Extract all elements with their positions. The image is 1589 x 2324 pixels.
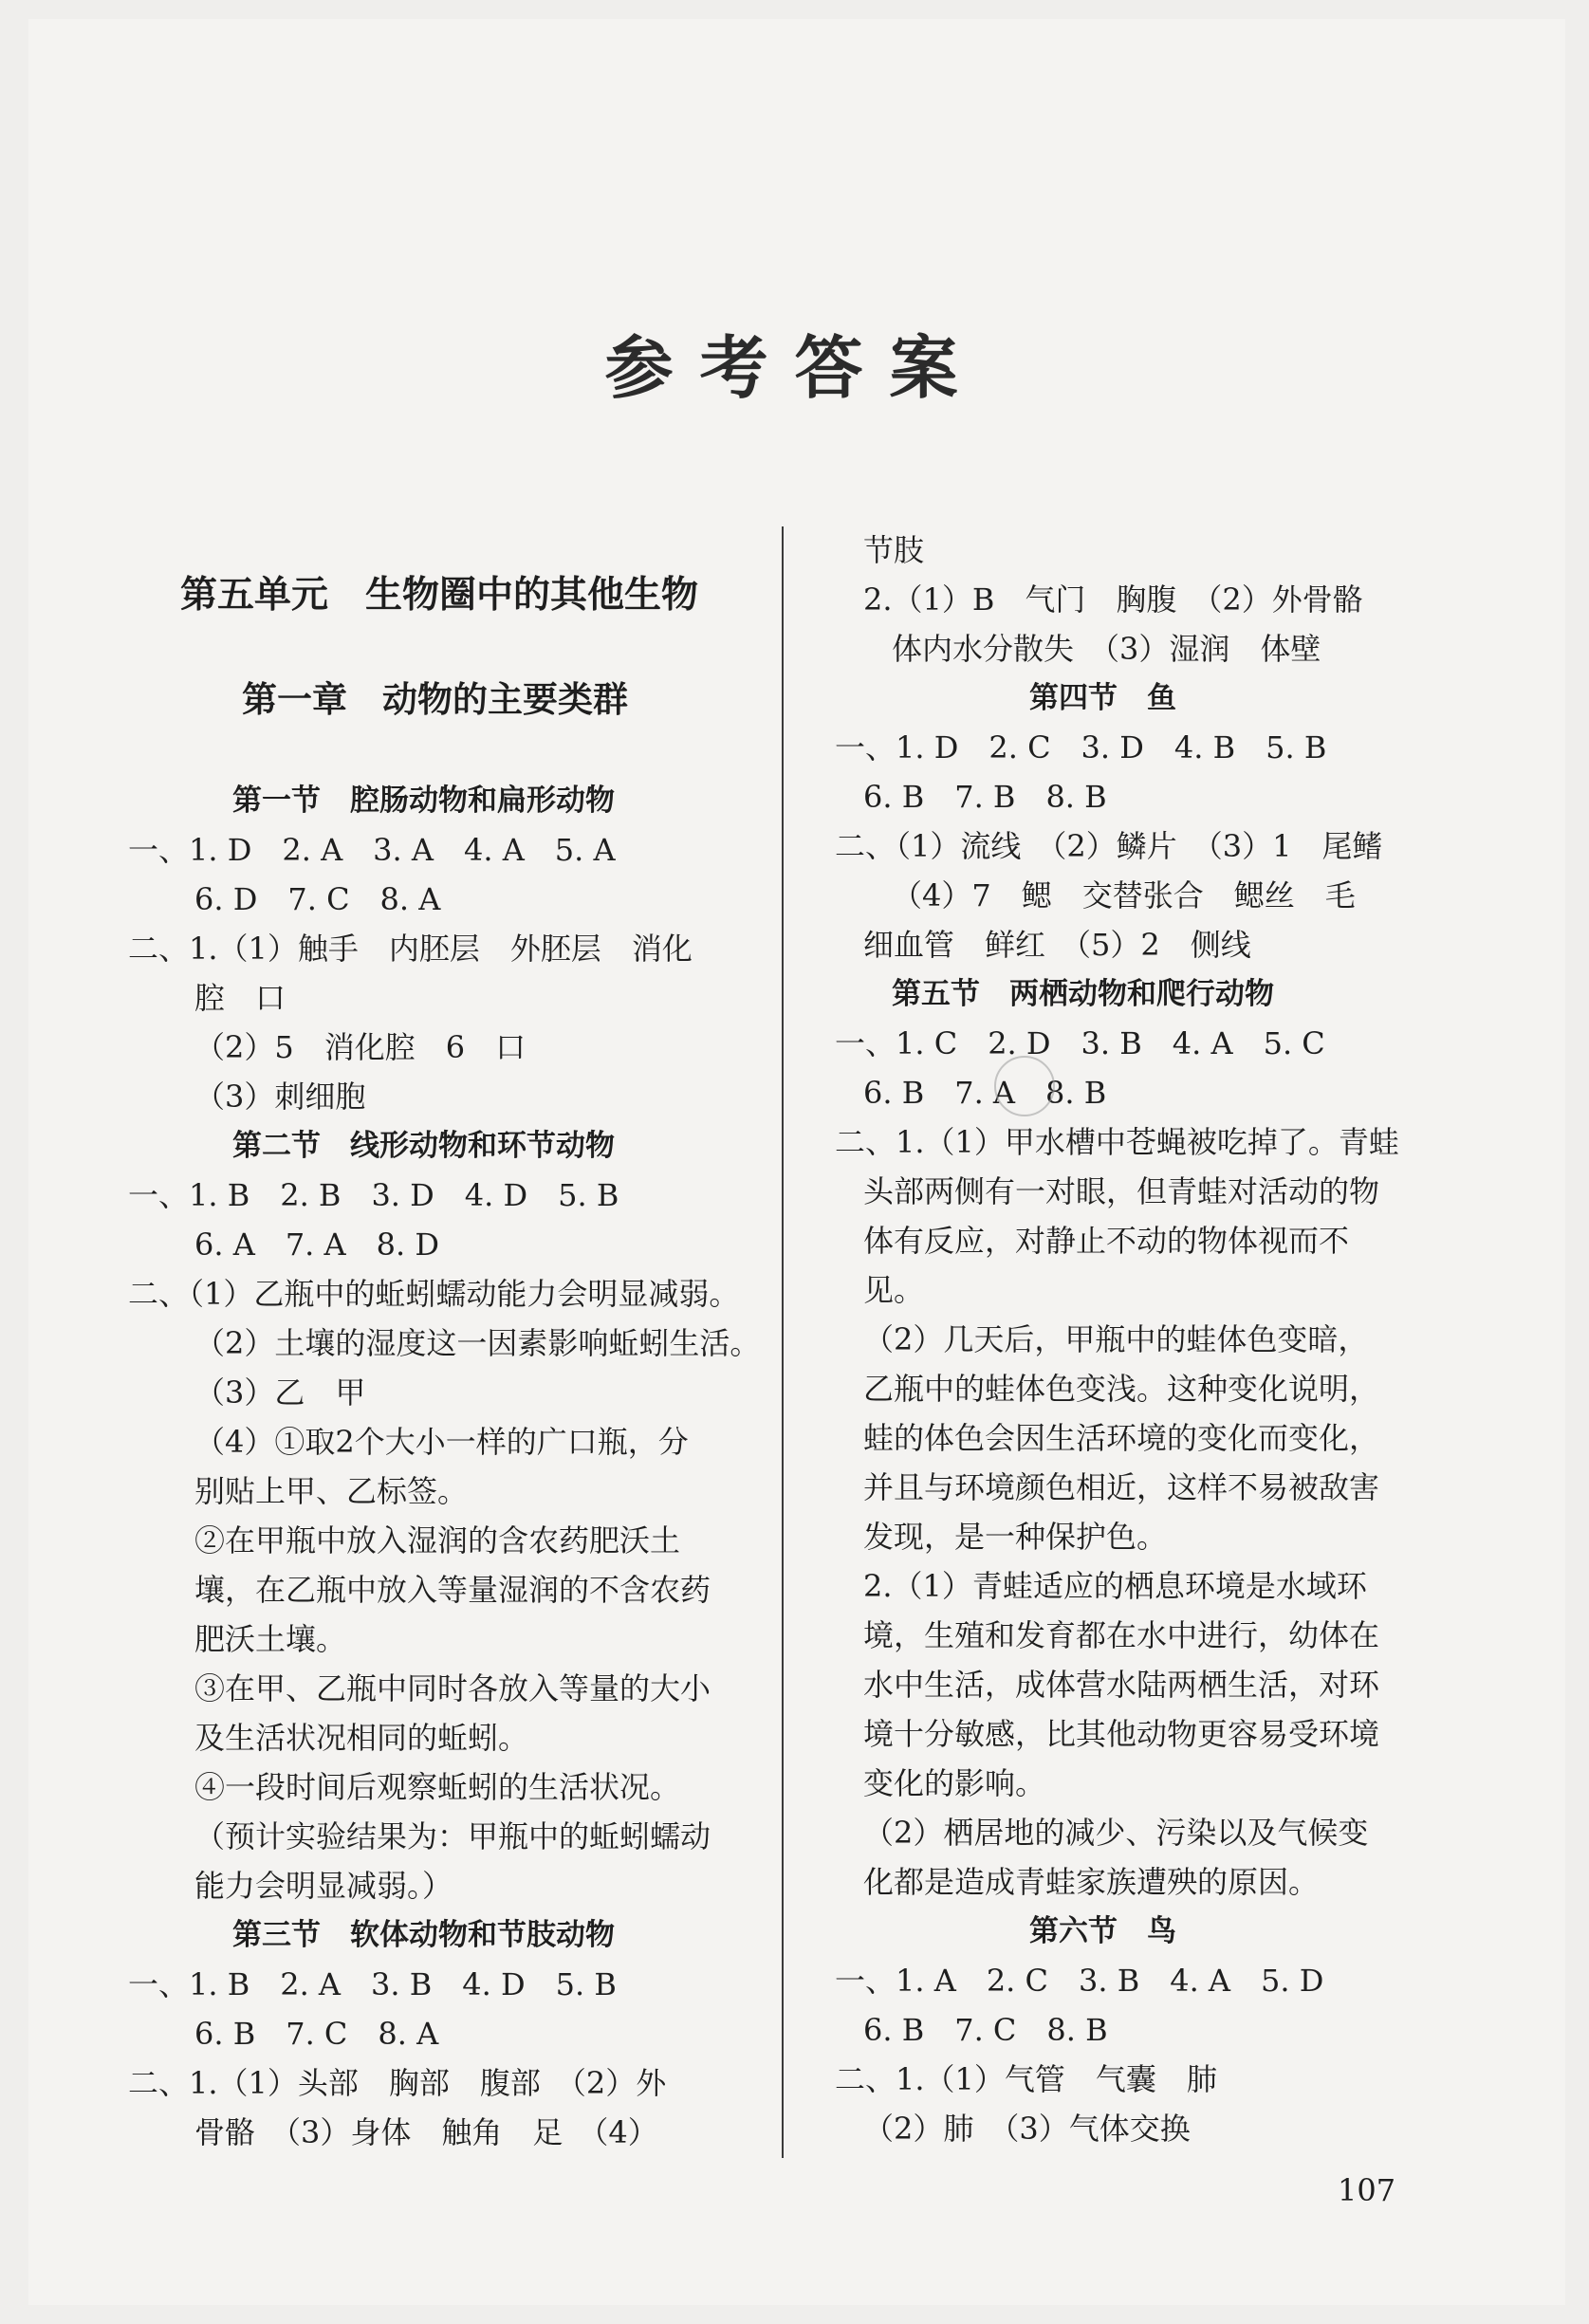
answer-line: 境，生殖和发育都在水中进行，幼体在 [863,1617,1380,1653]
answer-line: 蛙的体色会因生活环境的变化而变化， [863,1420,1380,1456]
answer-line: 及生活状况相同的蚯蚓。 [194,1720,529,1756]
answer-line: （3）乙 甲 [194,1374,366,1411]
answer-line: （4）7 鳃 交替张合 鳃丝 毛 [892,877,1356,913]
answer-line: 二、1.（1）头部 胸部 腹部 （2）外 [128,2065,667,2101]
answer-line: 化都是造成青蛙家族遭殃的原因。 [863,1864,1320,1900]
answer-line: （2）肺 （3）气体交换 [863,2111,1191,2147]
section-heading: 第五节 两栖动物和爬行动物 [892,977,1274,1011]
answer-line: 肥沃土壤。 [194,1621,347,1657]
answer-line: （2）几天后，甲瓶中的蛙体色变暗， [863,1321,1369,1357]
answer-line: 骨骼 （3）身体 触角 足 （4） [194,2114,658,2150]
section-heading: 第四节 鱼 [1029,681,1176,715]
column-divider [782,526,784,2158]
answer-line: 壤，在乙瓶中放入等量湿润的不含农药 [194,1572,711,1608]
answer-line: 6. B 7. C 8. B [863,2012,1108,2048]
answer-line: 细血管 鲜红 （5）2 侧线 [863,927,1251,963]
answer-line: 二、（1）流线 （2）鳞片 （3）1 尾鳍 [835,828,1383,864]
answer-line: 境十分敏感，比其他动物更容易受环境 [863,1716,1380,1752]
section-heading: 第二节 线形动物和环节动物 [232,1129,615,1163]
answer-line: 二、1.（1）甲水槽中苍蝇被吃掉了。青蛙 [835,1124,1399,1160]
page-number: 107 [1338,2172,1396,2208]
answer-line: （2）5 消化腔 6 口 [194,1029,527,1065]
answer-line: 发现，是一种保护色。 [863,1519,1168,1555]
answer-line: 水中生活，成体营水陆两栖生活，对环 [863,1667,1380,1703]
answer-line: 二、1.（1）气管 气囊 肺 [835,2061,1217,2097]
answer-line: 一、1. D 2. A 3. A 4. A 5. A [128,832,616,868]
answer-line: 能力会明显减弱。） [194,1868,453,1904]
answer-line: 并且与环境颜色相近，这样不易被敌害 [863,1469,1380,1505]
answer-line: 6. A 7. A 8. D [194,1227,439,1263]
answer-line: 二、1.（1）触手 内胚层 外胚层 消化 [128,931,693,967]
answer-line: 一、1. D 2. C 3. D 4. B 5. B [835,729,1327,765]
chapter-heading: 第一章 动物的主要类群 [242,679,628,720]
answer-line: 一、1. B 2. B 3. D 4. D 5. B [128,1177,619,1213]
answer-line: 乙瓶中的蛙体色变浅。这种变化说明， [863,1371,1380,1407]
section-heading: 第六节 鸟 [1029,1914,1176,1948]
answer-line: 二、（1）乙瓶中的蚯蚓蠕动能力会明显减弱。 [128,1276,740,1312]
answer-line: 6. D 7. C 8. A [194,881,441,917]
watermark-stamp-icon [994,1056,1055,1116]
answer-line: （4）①取2个大小一样的广口瓶，分 [194,1424,689,1460]
answer-line: 2.（1）B 气门 胸腹 （2）外骨骼 [863,581,1363,618]
answer-line: 一、1. C 2. D 3. B 4. A 5. C [835,1025,1325,1061]
answer-line: 别贴上甲、乙标签。 [194,1473,469,1509]
answer-line: （2）栖居地的减少、污染以及气候变 [863,1815,1369,1851]
answer-line: 变化的影响。 [863,1765,1046,1801]
answer-line: 体内水分散失 （3）湿润 体壁 [892,631,1321,667]
answer-line: ④一段时间后观察蚯蚓的生活状况。 [194,1769,681,1805]
answer-line: （3）刺细胞 [194,1079,366,1115]
page-title: 参考答案 [604,327,985,408]
answer-line: ②在甲瓶中放入湿润的含农药肥沃土 [194,1522,681,1559]
answer-line: 6. B 7. A 8. B [863,1075,1107,1111]
answer-line: 一、1. A 2. C 3. B 4. A 5. D [835,1963,1324,1999]
section-heading: 第三节 软体动物和节肢动物 [232,1918,615,1952]
answer-line: ③在甲、乙瓶中同时各放入等量的大小 [194,1670,711,1706]
answer-line: 腔 口 [194,980,286,1016]
answer-line: （2）土壤的湿度这一因素影响蚯蚓生活。 [194,1325,761,1361]
section-heading: 第一节 腔肠动物和扁形动物 [232,784,615,818]
answer-line: 一、1. B 2. A 3. B 4. D 5. B [128,1966,617,2002]
unit-heading: 第五单元 生物圈中的其他生物 [180,574,699,617]
answer-line: 体有反应，对静止不动的物体视而不 [863,1223,1350,1259]
answer-line: 6. B 7. B 8. B [863,779,1107,815]
answer-line: 头部两侧有一对眼，但青蛙对活动的物 [863,1173,1380,1209]
answer-line: （预计实验结果为：甲瓶中的蚯蚓蠕动 [194,1818,711,1854]
answer-line: 2.（1）青蛙适应的栖息环境是水域环 [863,1568,1367,1604]
answer-line: 节肢 [863,532,925,568]
answer-line: 6. B 7. C 8. A [194,2016,439,2052]
answer-line: 见。 [863,1272,925,1308]
